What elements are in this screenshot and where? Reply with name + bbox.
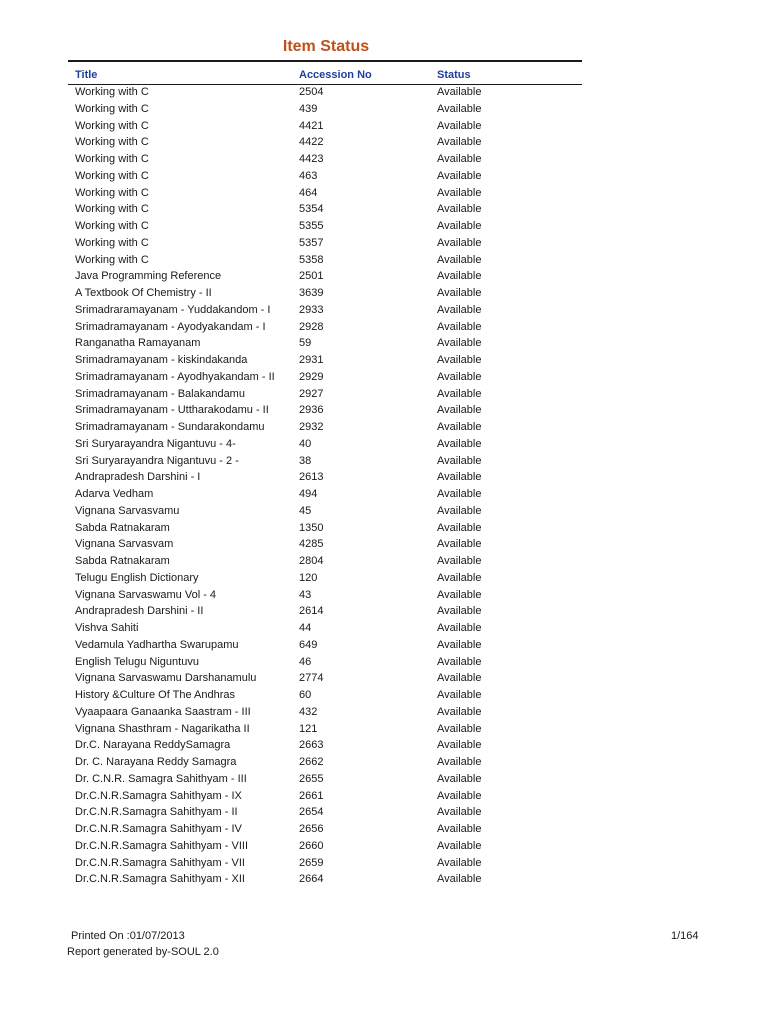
cell-title: Dr.C.N.R.Samagra Sahithyam - VIII	[75, 839, 248, 852]
cell-title: Vedamula Yadhartha Swarupamu	[75, 638, 239, 651]
cell-accession: 4421	[299, 119, 324, 132]
cell-status: Available	[437, 873, 482, 886]
cell-status: Available	[437, 856, 482, 869]
table-row	[0, 371, 768, 388]
cell-accession: 40	[299, 437, 312, 450]
table-row	[0, 237, 768, 254]
cell-accession: 2928	[299, 320, 324, 333]
cell-accession: 1350	[299, 521, 324, 534]
table-row	[0, 522, 768, 539]
cell-title: Vishva Sahiti	[75, 622, 139, 634]
cell-title: Dr.C.N.R.Samagra Sahithyam - IV	[75, 823, 242, 835]
cell-title: Dr.C.N.R.Samagra Sahithyam - IX	[75, 789, 242, 802]
cell-title: A Textbook Of Chemistry - II	[75, 287, 212, 299]
table-row	[0, 605, 768, 622]
cell-accession: 2774	[299, 672, 324, 685]
table-row	[0, 723, 768, 740]
cell-status: Available	[437, 220, 482, 232]
cell-title: Srimadramayanam - Ayodhyakandam - II	[75, 370, 275, 383]
cell-title: Vyaapaara Ganaanka Saastram - III	[75, 705, 251, 718]
cell-accession: 3639	[299, 287, 324, 299]
column-header-status: Status	[437, 69, 471, 81]
cell-title: Srimadraramayanam - Yuddakandom - I	[75, 303, 271, 316]
cell-status: Available	[437, 203, 482, 216]
top-rule	[68, 60, 582, 62]
cell-status: Available	[437, 605, 482, 618]
table-row	[0, 790, 768, 807]
cell-title: Telugu English Dictionary	[75, 571, 199, 584]
cell-status: Available	[437, 153, 482, 165]
column-header-title: Title	[75, 69, 98, 81]
table-row	[0, 354, 768, 371]
cell-accession: 5354	[299, 203, 324, 216]
cell-status: Available	[437, 354, 482, 366]
table-row	[0, 806, 768, 823]
cell-status: Available	[437, 555, 482, 567]
cell-title: Vignana Sarvaswamu Vol - 4	[75, 588, 217, 601]
cell-status: Available	[437, 571, 482, 584]
cell-status: Available	[437, 488, 482, 500]
cell-title: Dr.C. Narayana ReddySamagra	[75, 739, 231, 752]
cell-title: Adarva Vedham	[75, 488, 154, 500]
cell-status: Available	[437, 521, 482, 534]
cell-status: Available	[437, 588, 482, 601]
cell-accession: 121	[299, 722, 318, 735]
table-row	[0, 656, 768, 673]
cell-title: Working with C	[75, 203, 149, 216]
cell-status: Available	[437, 689, 482, 701]
cell-status: Available	[437, 756, 482, 768]
cell-title: Working with C	[75, 253, 149, 266]
cell-status: Available	[437, 370, 482, 383]
cell-status: Available	[437, 471, 482, 484]
cell-status: Available	[437, 320, 482, 333]
cell-status: Available	[437, 722, 482, 735]
cell-status: Available	[437, 86, 482, 98]
cell-title: Working with C	[75, 220, 149, 232]
table-row	[0, 153, 768, 170]
cell-accession: 5355	[299, 220, 324, 232]
cell-accession: 464	[299, 186, 318, 199]
table-row	[0, 304, 768, 321]
cell-title: Andrapradesh Darshini - II	[75, 605, 204, 618]
table-row	[0, 220, 768, 237]
cell-accession: 2929	[299, 370, 324, 383]
generated-by: Report generated by-SOUL 2.0	[67, 946, 219, 958]
cell-accession: 2927	[299, 387, 324, 400]
cell-title: Dr. C. Narayana Reddy Samagra	[75, 756, 237, 768]
table-row	[0, 287, 768, 304]
cell-title: Sri Suryarayandra Nigantuvu - 2 -	[75, 454, 239, 467]
cell-title: Vignana Shasthram - Nagarikatha II	[75, 722, 250, 735]
cell-accession: 2660	[299, 839, 324, 852]
cell-accession: 439	[299, 102, 318, 115]
cell-title: Srimadramayanam - Uttharakodamu - II	[75, 404, 269, 417]
cell-accession: 120	[299, 571, 318, 584]
cell-accession: 4285	[299, 538, 324, 551]
cell-title: Sri Suryarayandra Nigantuvu - 4-	[75, 437, 236, 450]
table-row	[0, 739, 768, 756]
report-title: Item Status	[282, 38, 370, 55]
cell-accession: 2656	[299, 823, 324, 835]
cell-accession: 2504	[299, 86, 324, 98]
cell-title: Working with C	[75, 236, 149, 249]
cell-status: Available	[437, 806, 482, 819]
cell-status: Available	[437, 638, 482, 651]
cell-status: Available	[437, 789, 482, 802]
table-row	[0, 622, 768, 639]
table-row	[0, 388, 768, 405]
table-row	[0, 136, 768, 153]
cell-title: Working with C	[75, 186, 149, 199]
cell-accession: 2936	[299, 404, 324, 417]
cell-title: Vignana Sarvaswamu Darshanamulu	[75, 672, 257, 685]
cell-accession: 2804	[299, 555, 324, 567]
cell-status: Available	[437, 387, 482, 400]
cell-status: Available	[437, 169, 482, 182]
cell-status: Available	[437, 622, 482, 634]
cell-accession: 2932	[299, 421, 324, 433]
cell-accession: 2659	[299, 856, 324, 869]
table-row	[0, 337, 768, 354]
table-row	[0, 689, 768, 706]
cell-status: Available	[437, 739, 482, 752]
cell-title: Vignana Sarvasvam	[75, 538, 174, 551]
cell-title: Working with C	[75, 136, 149, 149]
cell-accession: 5357	[299, 236, 324, 249]
table-row	[0, 840, 768, 857]
table-row	[0, 505, 768, 522]
cell-accession: 649	[299, 638, 318, 651]
table-header	[0, 69, 768, 83]
cell-status: Available	[437, 236, 482, 249]
cell-status: Available	[437, 421, 482, 433]
table-row	[0, 270, 768, 287]
cell-accession: 2933	[299, 303, 324, 316]
header-rule	[68, 84, 582, 85]
cell-title: Vignana Sarvasvamu	[75, 504, 180, 517]
table-row	[0, 86, 768, 103]
cell-accession: 4422	[299, 136, 324, 149]
cell-accession: 44	[299, 622, 312, 634]
table-row	[0, 203, 768, 220]
cell-title: Dr.C.N.R.Samagra Sahithyam - II	[75, 806, 238, 819]
table-row	[0, 321, 768, 338]
table-row	[0, 572, 768, 589]
table-row	[0, 538, 768, 555]
cell-title: History &Culture Of The Andhras	[75, 689, 235, 701]
cell-title: Srimadramayanam - Ayodyakandam - I	[75, 320, 266, 333]
cell-accession: 5358	[299, 253, 324, 266]
cell-status: Available	[437, 823, 482, 835]
cell-status: Available	[437, 839, 482, 852]
cell-status: Available	[437, 705, 482, 718]
cell-status: Available	[437, 538, 482, 551]
table-row	[0, 857, 768, 874]
cell-accession: 463	[299, 169, 318, 182]
table-row	[0, 639, 768, 656]
table-row	[0, 471, 768, 488]
cell-title: Working with C	[75, 153, 149, 165]
cell-title: Dr.C.N.R.Samagra Sahithyam - VII	[75, 856, 245, 869]
table-row	[0, 254, 768, 271]
cell-status: Available	[437, 287, 482, 299]
cell-title: Dr. C.N.R. Samagra Sahithyam - III	[75, 772, 247, 785]
cell-title: Working with C	[75, 102, 149, 115]
cell-title: Srimadramayanam - Sundarakondamu	[75, 421, 265, 433]
table-row	[0, 488, 768, 505]
column-header-accession: Accession No	[299, 69, 372, 81]
cell-accession: 2613	[299, 471, 324, 484]
cell-accession: 60	[299, 689, 312, 701]
table-row	[0, 589, 768, 606]
table-row	[0, 438, 768, 455]
cell-status: Available	[437, 337, 482, 350]
cell-title: Srimadramayanam - Balakandamu	[75, 387, 245, 400]
table-row	[0, 187, 768, 204]
cell-status: Available	[437, 119, 482, 132]
cell-status: Available	[437, 404, 482, 417]
cell-status: Available	[437, 504, 482, 517]
table-row	[0, 421, 768, 438]
cell-status: Available	[437, 253, 482, 266]
cell-status: Available	[437, 655, 482, 668]
cell-status: Available	[437, 772, 482, 785]
cell-title: Dr.C.N.R.Samagra Sahithyam - XII	[75, 873, 245, 886]
cell-accession: 46	[299, 655, 312, 668]
table-row	[0, 773, 768, 790]
table-row	[0, 706, 768, 723]
table-row	[0, 404, 768, 421]
table-row	[0, 756, 768, 773]
cell-accession: 2655	[299, 772, 324, 785]
cell-status: Available	[437, 672, 482, 685]
page-number: 1/164	[671, 930, 699, 942]
cell-status: Available	[437, 437, 482, 450]
cell-accession: 2661	[299, 789, 324, 802]
cell-title: Sabda Ratnakaram	[75, 521, 170, 534]
cell-accession: 4423	[299, 153, 324, 165]
cell-accession: 38	[299, 454, 312, 467]
printed-on: Printed On :01/07/2013	[71, 930, 185, 942]
table-row	[0, 120, 768, 137]
cell-title: Srimadramayanam - kiskindakanda	[75, 354, 248, 366]
cell-status: Available	[437, 136, 482, 149]
cell-title: Ranganatha Ramayanam	[75, 337, 201, 350]
table-row	[0, 823, 768, 840]
table-row	[0, 672, 768, 689]
cell-accession: 2931	[299, 354, 324, 366]
cell-accession: 2501	[299, 270, 324, 283]
cell-accession: 432	[299, 705, 318, 718]
cell-title: Working with C	[75, 169, 149, 182]
cell-status: Available	[437, 270, 482, 283]
table-row	[0, 170, 768, 187]
item-table	[0, 86, 768, 890]
cell-accession: 2664	[299, 873, 324, 886]
cell-accession: 2663	[299, 739, 324, 752]
cell-accession: 494	[299, 488, 318, 500]
table-row	[0, 455, 768, 472]
cell-status: Available	[437, 454, 482, 467]
cell-status: Available	[437, 303, 482, 316]
cell-accession: 2614	[299, 605, 324, 618]
cell-title: Andrapradesh Darshini - I	[75, 471, 201, 484]
cell-accession: 59	[299, 337, 312, 350]
cell-status: Available	[437, 186, 482, 199]
table-row	[0, 555, 768, 572]
cell-title: Sabda Ratnakaram	[75, 555, 170, 567]
cell-title: Working with C	[75, 119, 149, 132]
cell-status: Available	[437, 102, 482, 115]
cell-title: English Telugu Niguntuvu	[75, 655, 199, 668]
cell-title: Working with C	[75, 86, 149, 98]
cell-accession: 2662	[299, 756, 324, 768]
cell-accession: 2654	[299, 806, 324, 819]
cell-accession: 43	[299, 588, 312, 601]
table-row	[0, 873, 768, 890]
cell-accession: 45	[299, 504, 312, 517]
table-row	[0, 103, 768, 120]
cell-title: Java Programming Reference	[75, 270, 222, 283]
